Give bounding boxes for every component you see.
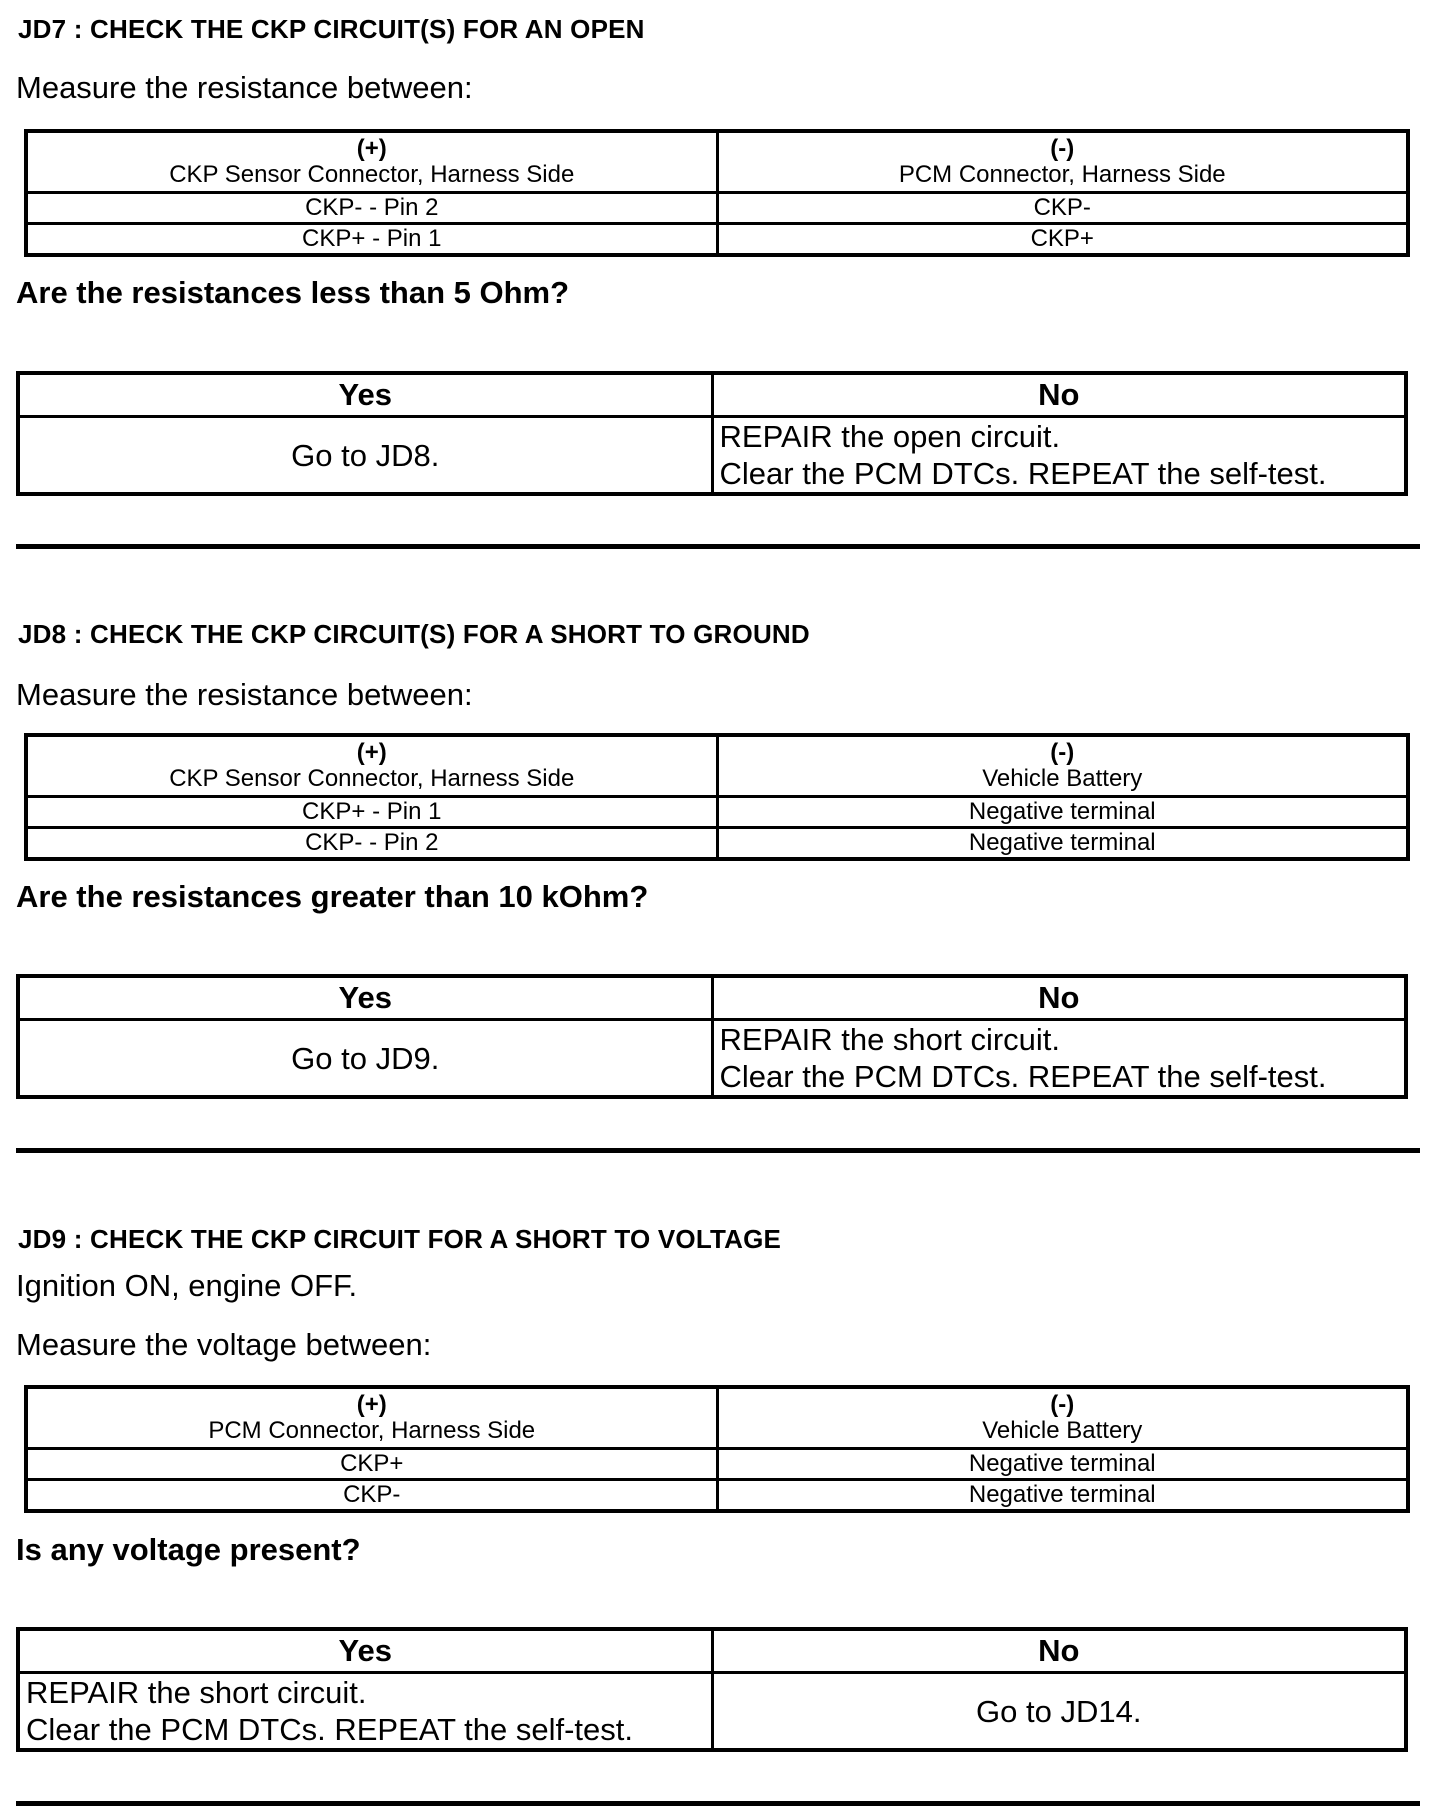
measurement-table-jd7 xyxy=(24,129,1410,257)
step-title-jd9: JD9 : CHECK THE CKP CIRCUIT FOR A SHORT TO VOLTAGE xyxy=(18,1224,782,1254)
question-jd7: Are the resistances less than 5 Ohm? xyxy=(16,275,570,310)
minus-sign: (-) xyxy=(1050,739,1075,766)
table-row xyxy=(26,193,1408,224)
plus-cell: CKP- - Pin 2 xyxy=(26,193,717,224)
instruction-jd7: Measure the resistance between: xyxy=(16,70,473,105)
table-row xyxy=(26,1449,1408,1480)
measurement-table-jd9 xyxy=(24,1385,1410,1513)
minus-header-label: PCM Connector, Harness Side xyxy=(898,161,1226,188)
yes-outcome-line: Go to JD9. xyxy=(291,1040,440,1076)
question-jd9: Is any voltage present? xyxy=(16,1532,361,1567)
plus-cell: CKP- xyxy=(26,1480,717,1512)
minus-cell: Negative terminal xyxy=(717,828,1408,860)
table-row xyxy=(26,1480,1408,1512)
question-jd8: Are the resistances greater than 10 kOhm? xyxy=(16,879,649,914)
minus-header-cell xyxy=(717,131,1408,193)
measurement-table-jd8 xyxy=(24,733,1410,861)
no-outcome xyxy=(712,417,1406,495)
minus-sign: (-) xyxy=(1050,135,1075,162)
plus-sign: (+) xyxy=(356,739,387,766)
yes-header: Yes xyxy=(18,373,712,417)
section-divider xyxy=(16,1148,1420,1153)
yes-outcome xyxy=(18,1673,712,1751)
plus-cell: CKP+ - Pin 1 xyxy=(26,224,717,256)
minus-header-label: Vehicle Battery xyxy=(982,1417,1143,1444)
yes-no-table-jd8 xyxy=(16,974,1408,1099)
instruction-jd8: Measure the resistance between: xyxy=(16,677,473,712)
plus-cell: CKP+ xyxy=(26,1449,717,1480)
yes-outcome xyxy=(18,1020,712,1098)
no-outcome xyxy=(712,1673,1406,1751)
plus-sign: (+) xyxy=(356,1391,387,1418)
yes-header: Yes xyxy=(18,976,712,1020)
yes-header: Yes xyxy=(18,1629,712,1673)
yes-outcome xyxy=(18,417,712,495)
no-header: No xyxy=(712,1629,1406,1673)
minus-cell: Negative terminal xyxy=(717,797,1408,828)
no-outcome-line: REPAIR the short circuit. xyxy=(719,1022,1061,1057)
yes-no-table-jd9 xyxy=(16,1627,1408,1752)
yes-outcome-line: Clear the PCM DTCs. REPEAT the self-test. xyxy=(26,1712,633,1747)
plus-header-cell xyxy=(26,131,717,193)
table-row xyxy=(26,797,1408,828)
yes-outcome-line: Go to JD8. xyxy=(291,437,440,473)
plus-cell: CKP+ - Pin 1 xyxy=(26,797,717,828)
section-divider xyxy=(16,1801,1420,1806)
no-outcome-line: Go to JD14. xyxy=(976,1693,1142,1729)
plus-header-cell xyxy=(26,735,717,797)
minus-header-cell xyxy=(717,1387,1408,1449)
minus-cell: CKP+ xyxy=(717,224,1408,256)
minus-cell: CKP- xyxy=(717,193,1408,224)
minus-header-label: Vehicle Battery xyxy=(982,765,1143,792)
plus-sign: (+) xyxy=(356,135,387,162)
plus-cell: CKP- - Pin 2 xyxy=(26,828,717,860)
section-divider xyxy=(16,544,1420,549)
no-header: No xyxy=(712,373,1406,417)
plus-header-label: PCM Connector, Harness Side xyxy=(208,1417,536,1444)
yes-outcome-line: REPAIR the short circuit. xyxy=(26,1675,367,1710)
minus-cell: Negative terminal xyxy=(717,1449,1408,1480)
table-row xyxy=(26,828,1408,860)
step-title-jd8: JD8 : CHECK THE CKP CIRCUIT(S) FOR A SHORT TO GROUND xyxy=(18,619,810,649)
no-outcome-line: REPAIR the open circuit. xyxy=(719,419,1061,454)
no-outcome-line: Clear the PCM DTCs. REPEAT the self-test. xyxy=(719,1059,1327,1094)
plus-header-cell xyxy=(26,1387,717,1449)
no-header: No xyxy=(712,976,1406,1020)
minus-cell: Negative terminal xyxy=(717,1480,1408,1512)
table-row xyxy=(26,224,1408,256)
yes-no-table-jd7 xyxy=(16,371,1408,496)
step-title-jd7: JD7 : CHECK THE CKP CIRCUIT(S) FOR AN OPEN xyxy=(18,14,645,44)
no-outcome xyxy=(712,1020,1406,1098)
minus-sign: (-) xyxy=(1050,1391,1075,1418)
plus-header-label: CKP Sensor Connector, Harness Side xyxy=(169,765,575,792)
instruction-jd9: Measure the voltage between: xyxy=(16,1327,432,1362)
no-outcome-line: Clear the PCM DTCs. REPEAT the self-test. xyxy=(719,456,1327,491)
pre-instruction-jd9: Ignition ON, engine OFF. xyxy=(16,1268,358,1303)
plus-header-label: CKP Sensor Connector, Harness Side xyxy=(169,161,575,188)
minus-header-cell xyxy=(717,735,1408,797)
